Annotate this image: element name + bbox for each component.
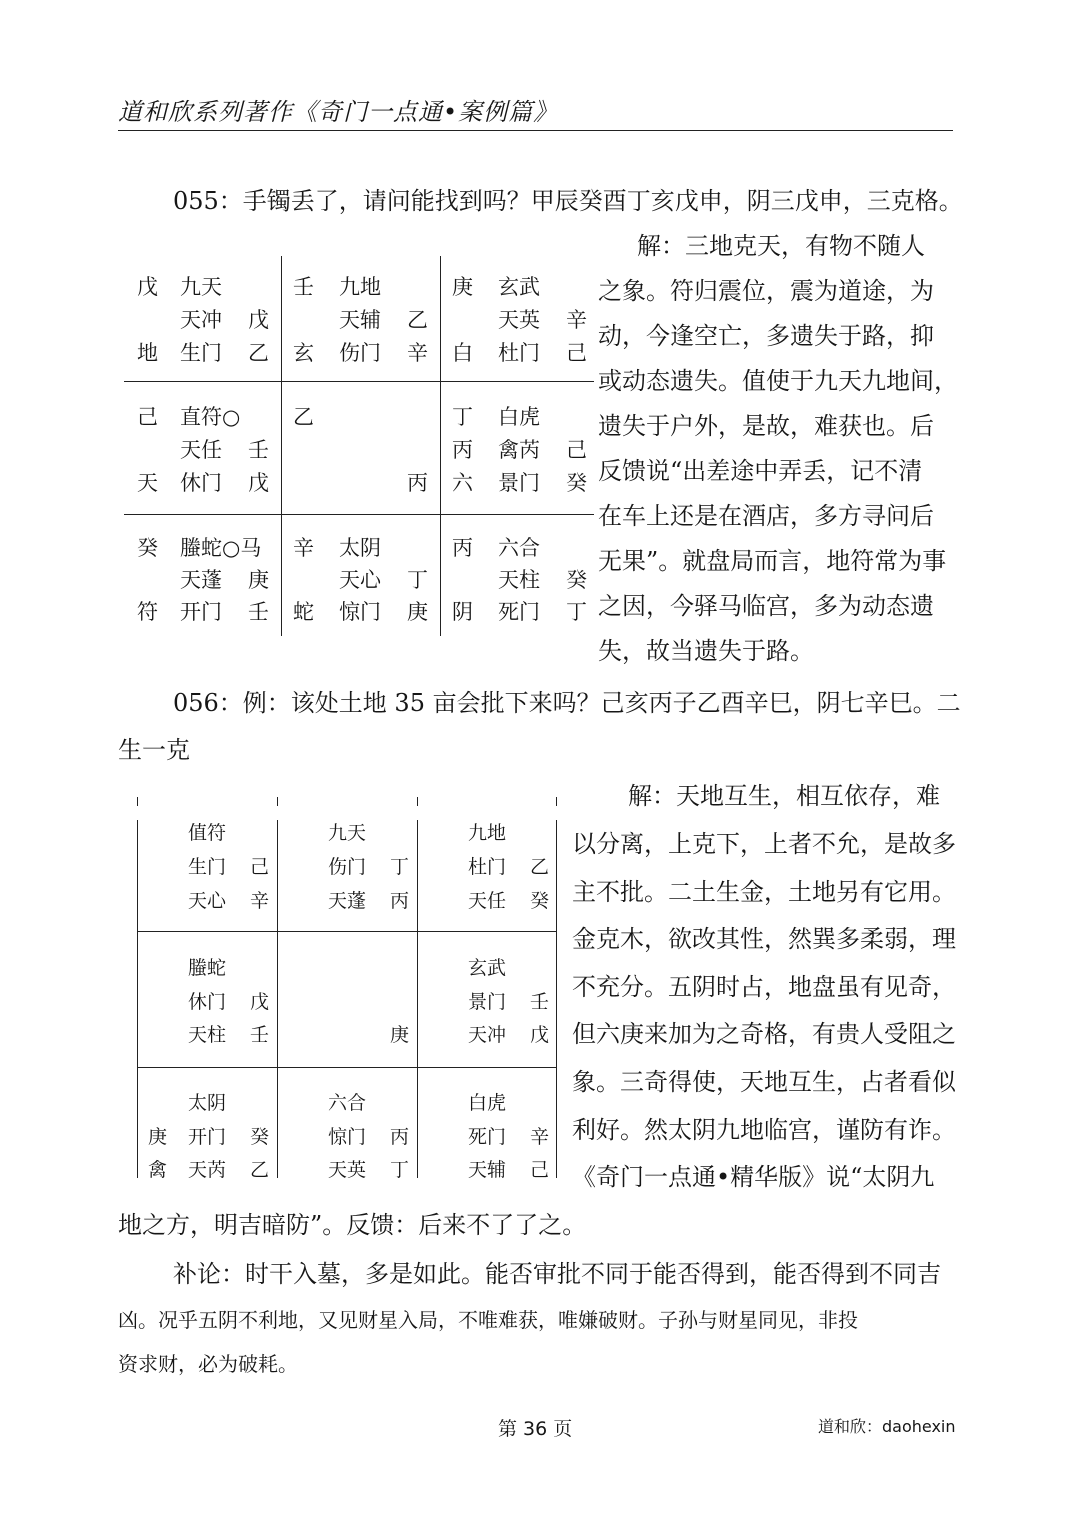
grid-cell-text: 天冲 [468,1024,507,1046]
grid-cell-text: 壬 [248,438,269,462]
grid-cell-text: 己 [530,1159,550,1181]
grid-cell-text: 阴 [452,600,473,624]
case-055-title: 055：手镯丢了，请问能找到吗？甲辰癸酉丁亥戊申，阴三戊申，三克格。 [173,187,963,215]
grid-cell-text: 乙 [250,1159,270,1181]
grid-cell-text: 天任 [180,438,222,462]
grid-cell-text: 乙 [530,856,550,878]
grid-cell-text: 己 [137,405,158,429]
grid-cell-text: 戊 [248,471,269,495]
grid-cell-text: 伤门 [328,856,367,878]
grid-cell-text: 天英 [328,1159,367,1181]
grid-cell-text: 玄 [293,341,314,365]
grid-cell-text: 天柱 [188,1024,227,1046]
grid-cell-text: 值符 [188,822,227,844]
grid-cell-text: 白虎 [468,1092,507,1114]
explanation-line: 金克木，欲改其性，然巽多柔弱，理 [572,925,956,953]
grid-cell-text: 庚 [390,1024,410,1046]
supplement-line: 资求财，必为破耗。 [118,1352,298,1376]
explanation-line: 之因，今驿马临宫，多为动态遗 [598,592,934,620]
grid-cell-text: 白虎 [498,405,540,429]
grid-cell-text: 天柱 [498,568,540,592]
grid-cell-text: 死门 [468,1126,507,1148]
grid-cell-text: 丙 [390,1126,410,1148]
grid-cell-text: 壬 [248,600,269,624]
grid-cell-text: 丁 [390,856,410,878]
grid-cell-text: 景门 [498,471,540,495]
explanation-line: 反馈说“出差途中弄丢，记不清 [598,457,923,485]
explanation-line: 失，故当遗失于路。 [598,637,814,665]
grid-cell-text: 蛇 [293,600,314,624]
grid-cell-text: 天心 [188,890,227,912]
grid-cell-text: 天心 [339,568,381,592]
grid-cell-text: 丙 [407,471,428,495]
grid-cell-text: 休门 [180,471,222,495]
grid-cell-text: 杜门 [468,856,507,878]
grid-cell-text: 癸 [530,890,550,912]
grid-cell-text: 白 [452,341,473,365]
grid-cell-text: 辛 [530,1126,550,1148]
grid-cell-text: 丁 [407,568,428,592]
grid-cell-text: 天 [137,471,158,495]
grid-cell-text: 景门 [468,991,507,1013]
grid-cell-text: 九天 [328,822,367,844]
grid-cell-text: 辛 [407,341,428,365]
explanation-line: 遗失于户外，是故，难获也。后 [598,412,934,440]
grid-cell-text: 九地 [468,822,507,844]
grid-cell-text: 丙 [452,536,473,560]
explanation-line: 利好。然太阴九地临宫，谨防有诈。 [572,1116,956,1144]
grid-cell-text: 开门 [188,1126,227,1148]
explanation-line: 在车上还是在酒店，多方寻问后 [598,502,934,530]
explanation-line: 解：三地克天，有物不随人 [637,232,925,260]
explanation-line: 地之方，明吉暗防”。反馈：后来不了了之。 [118,1211,587,1239]
grid-cell-text: 癸 [137,536,158,560]
case-056-title: 056：例：该处土地 35 亩会批下来吗？己亥丙子乙酉辛巳，阴七辛巳。二 [173,689,961,717]
grid-cell-text: 禽芮 [498,438,540,462]
grid-cell-text: 天蓬 [180,568,222,592]
grid-cell-text: 戊 [248,308,269,332]
grid-cell-text: 伤门 [339,341,381,365]
grid-cell-text: 丁 [566,600,587,624]
grid-cell-text: 九天 [180,275,222,299]
grid-cell-text: 太阴 [188,1092,227,1114]
grid-cell-text: 惊门 [339,600,381,624]
page-number: 第 36 页 [498,1418,573,1440]
grid-cell-text: 己 [250,856,270,878]
grid-cell-text: 庚 [148,1126,168,1148]
grid-cell-text: 丙 [452,438,473,462]
explanation-line: 象。三奇得使，天地互生，占者看似 [572,1068,956,1096]
grid-cell-text: 太阴 [339,536,381,560]
grid-cell-text: 六 [452,471,473,495]
grid-cell-text: 玄武 [498,275,540,299]
grid-cell-text: 庚 [407,600,428,624]
explanation-line: 或动态遗失。值使于九天九地间， [598,367,958,395]
grid-cell-text: 乙 [407,308,428,332]
explanation-line: 主不批。二土生金，土地另有它用。 [572,878,956,906]
grid-cell-text: 生门 [188,856,227,878]
grid-cell-text: 开门 [180,600,222,624]
grid-cell-text: 杜门 [498,341,540,365]
grid-cell-text: 戊 [250,991,270,1013]
grid-cell-text: 符 [137,600,158,624]
grid-cell-text: 壬 [293,275,314,299]
grid-cell-text: 丁 [390,1159,410,1181]
supplement-line: 补论：时干入墓，多是如此。能否审批不同于能否得到，能否得到不同吉 [173,1260,941,1288]
explanation-line: 《奇门一点通•精华版》说“太阴九 [572,1163,935,1191]
grid-cell-text: 天任 [468,890,507,912]
grid-cell-text: 地 [137,341,158,365]
grid-cell-text: 壬 [530,991,550,1013]
explanation-line: 但六庚来加为之奇格，有贵人受阻之 [572,1020,956,1048]
grid-cell-text: 乙 [248,341,269,365]
grid-cell-text: 死门 [498,600,540,624]
grid-cell-text: 天英 [498,308,540,332]
explanation-line: 不充分。五阴时占，地盘虽有见奇， [572,973,956,1001]
grid-cell-text: 丙 [390,890,410,912]
explanation-line: 以分离，上克下，上者不允，是故多 [572,830,956,858]
grid-cell-text: 己 [566,438,587,462]
grid-cell-text: 辛 [293,536,314,560]
case-056-title-cont: 生一克 [118,736,190,764]
grid-cell-text: 螣蛇○马 [180,536,262,560]
grid-cell-text: 丁 [452,405,473,429]
explanation-line: 无果”。就盘局而言，地符常为事 [598,547,947,575]
grid-cell-text: 癸 [566,471,587,495]
grid-cell-text: 己 [566,341,587,365]
grid-cell-text: 癸 [566,568,587,592]
explanation-line: 动，今逢空亡，多遗失于路，抑 [598,322,934,350]
grid-cell-text: 壬 [250,1024,270,1046]
grid-cell-text: 天辅 [468,1159,507,1181]
grid-cell-text: 九地 [339,275,381,299]
grid-cell-text: 辛 [250,890,270,912]
grid-cell-text: 癸 [250,1126,270,1148]
explanation-line: 之象。符归震位，震为道途，为 [598,277,934,305]
explanation-line: 解：天地互生，相互依存，难 [628,782,940,810]
grid-cell-text: 戊 [137,275,158,299]
grid-cell-text: 直符○ [180,405,241,429]
supplement-line: 凶。况乎五阴不利地，又见财星入局，不唯难获，唯嫌破财。子孙与财星同见，非投 [118,1308,858,1332]
grid-cell-text: 乙 [293,405,314,429]
grid-cell-text: 天冲 [180,308,222,332]
grid-cell-text: 庚 [452,275,473,299]
grid-cell-text: 生门 [180,341,222,365]
running-header: 道和欣系列著作《奇门一点通•案例篇》 [118,96,953,131]
grid-cell-text: 天芮 [188,1159,227,1181]
grid-cell-text: 禽 [148,1159,168,1181]
grid-cell-text: 天辅 [339,308,381,332]
grid-cell-text: 六合 [328,1092,367,1114]
grid-cell-text: 螣蛇 [188,957,227,979]
grid-cell-text: 天蓬 [328,890,367,912]
grid-cell-text: 惊门 [328,1126,367,1148]
grid-cell-text: 庚 [248,568,269,592]
author-handle: 道和欣：daohexin [818,1417,956,1436]
grid-cell-text: 休门 [188,991,227,1013]
grid-cell-text: 戊 [530,1024,550,1046]
grid-cell-text: 玄武 [468,957,507,979]
grid-cell-text: 辛 [566,308,587,332]
grid-cell-text: 六合 [498,536,540,560]
